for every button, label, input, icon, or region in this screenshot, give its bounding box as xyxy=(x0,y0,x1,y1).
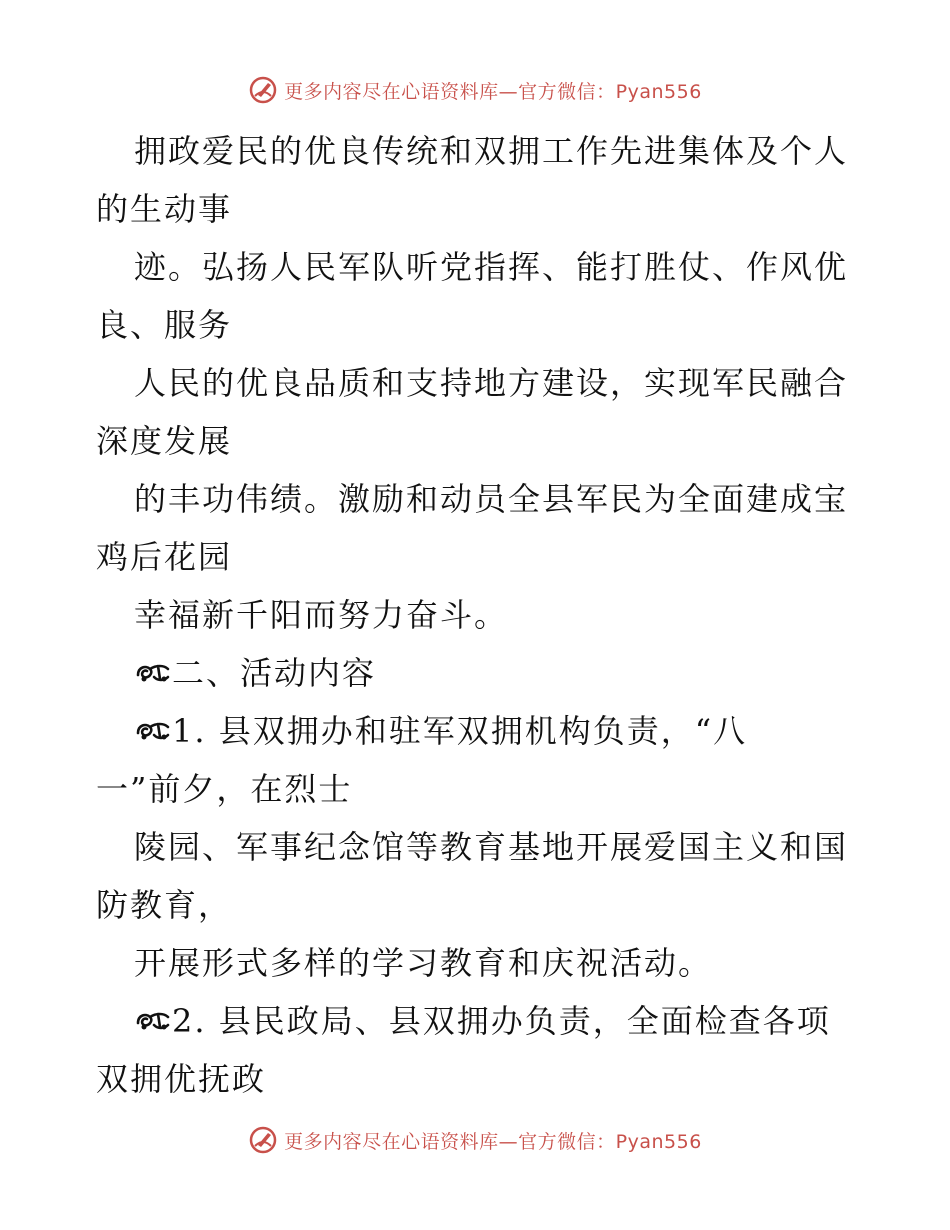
text-line xyxy=(96,934,856,992)
text-line xyxy=(96,1050,856,1108)
text-line-content: 迹。弘扬人民军队听党指挥、能打胜仗、作风优 xyxy=(134,248,849,286)
text-line-content: 深度发展 xyxy=(96,422,233,460)
book-pen-logo-icon xyxy=(248,1125,278,1155)
book-pen-logo-icon xyxy=(248,75,278,105)
text-line xyxy=(96,876,856,934)
text-line xyxy=(96,296,856,354)
text-line-content: 的生动事 xyxy=(96,190,233,228)
fleuron-bullet-icon xyxy=(134,707,172,739)
text-line xyxy=(96,122,856,180)
text-line xyxy=(96,702,856,760)
text-line-content: 开展形式多样的学习教育和庆祝活动。 xyxy=(134,944,713,982)
header-watermark xyxy=(0,70,950,110)
fleuron-bullet-icon xyxy=(134,997,172,1029)
text-line-content: 人民的优良品质和支持地方建设，实现军民融合 xyxy=(134,364,849,402)
text-line xyxy=(96,470,856,528)
text-line xyxy=(96,238,856,296)
text-line-content: 双拥优抚政 xyxy=(96,1060,267,1098)
text-line-content: 陵园、军事纪念馆等教育基地开展爱国主义和国 xyxy=(134,828,849,866)
text-line xyxy=(96,586,856,644)
text-line xyxy=(96,412,856,470)
watermark-text: 更多内容尽在心语资料库—官方微信：Pyan556 xyxy=(284,80,702,103)
text-line-content: 2. 县民政局、县双拥办负责，全面检查各项 xyxy=(172,1002,831,1040)
text-line xyxy=(96,644,856,702)
text-line xyxy=(96,354,856,412)
text-line-content: 良、服务 xyxy=(96,306,233,344)
text-line-content: 一”前夕，在烈士 xyxy=(96,770,353,808)
text-line-content: 拥政爱民的优良传统和双拥工作先进集体及个人 xyxy=(134,132,849,170)
text-line xyxy=(96,180,856,238)
text-line-content: 幸福新千阳而努力奋斗。 xyxy=(134,596,509,634)
text-line xyxy=(96,992,856,1050)
fleuron-bullet-icon xyxy=(134,649,172,681)
text-line-content: 的丰功伟绩。激励和动员全县军民为全面建成宝 xyxy=(134,480,849,518)
text-line-content: 防教育， xyxy=(96,886,233,924)
text-line xyxy=(96,528,856,586)
text-line xyxy=(96,818,856,876)
text-line-content: 鸡后花园 xyxy=(96,538,233,576)
watermark-text: 更多内容尽在心语资料库—官方微信：Pyan556 xyxy=(284,1130,702,1153)
footer-watermark xyxy=(0,1120,950,1160)
text-line-content: 二、活动内容 xyxy=(172,654,377,692)
document-body xyxy=(96,122,856,1108)
text-line xyxy=(96,760,856,818)
text-line-content: 1. 县双拥办和驻军双拥机构负责，“八 xyxy=(172,712,748,750)
